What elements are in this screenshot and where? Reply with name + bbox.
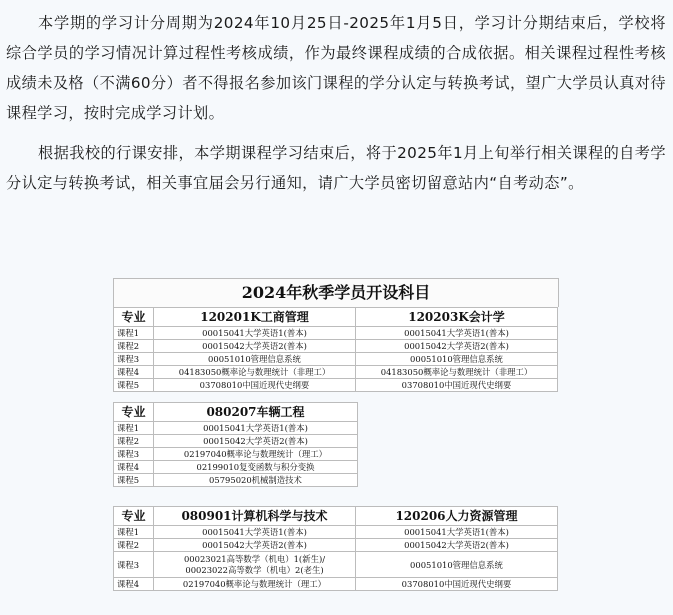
course-cell: 00051010管理信息系统 [356,353,558,366]
course-label: 课程3 [114,353,154,366]
paragraph-schedule-notice: 本学期的学习计分周期为2024年10月25日-2025年1月5日，学习计分期结束后，学校将综合学员的学习情况计算过程性考核成绩，作为最终课程成绩的合成依据。相关课程过程性考核成绩未及格（不满60分）者不得报名参加该门课程的学分认定与转换考试，望广大学员认真对待课程学习，按时完成学习计划。 [6,14,666,122]
course-cell: 00015041大学英语1(普本) [356,526,558,539]
course-cell: 05795020机械制造技术 [154,474,358,487]
course-cell: 00015041大学英语1(普本) [154,422,358,435]
table-row [114,526,558,539]
course-cell: 00051010管理信息系统 [356,552,558,578]
table-row [114,435,358,448]
table-row [114,474,358,487]
course-label: 课程1 [114,327,154,340]
course-label: 课程4 [114,366,154,379]
major-label: 专业 [114,403,154,422]
schedule-table-business-accounting [113,307,558,392]
course-cell: 04183050概率论与数理统计（非理工） [154,366,356,379]
major-label: 专业 [114,507,154,526]
schedule-title: 2024年秋季学员开设科目 [113,278,559,307]
course-cell-two-line [154,552,356,578]
course-cell: 00015041大学英语1(普本) [154,327,356,340]
course-cell: 04183050概率论与数理统计（非理工） [356,366,558,379]
course-cell: 00015042大学英语2(普本) [154,340,356,353]
course-cell: 03708010中国近现代史纲要 [356,379,558,392]
table-row [114,353,558,366]
course-label: 课程3 [114,448,154,461]
table-row [114,327,558,340]
course-cell: 00015041大学英语1(普本) [154,526,356,539]
table-row [114,340,558,353]
course-cell: 02199010复变函数与积分变换 [154,461,358,474]
table-header-row [114,507,558,526]
course-label: 课程4 [114,578,154,591]
course-label: 课程2 [114,435,154,448]
table-row [114,379,558,392]
table-header-row [114,403,358,422]
course-cell: 00015042大学英语2(普本) [356,539,558,552]
course-label: 课程2 [114,340,154,353]
course-cell: 00015042大学英语2(普本) [356,340,558,353]
course-cell: 02197040概率论与数理统计（理工） [154,448,358,461]
table-header-row [114,308,558,327]
table-row [114,366,558,379]
course-line: 00023021高等数学（机电）1(新生)/ [183,553,326,564]
course-cell: 02197040概率论与数理统计（理工） [154,578,356,591]
paragraph-exam-notice: 根据我校的行课安排，本学期课程学习结束后，将于2025年1月上旬举行相关课程的自考学分认定与转换考试，相关事宜届会另行通知，请广大学员密切留意站内“自考动态”。 [6,144,666,192]
course-label: 课程1 [114,422,154,435]
table-row [114,539,558,552]
course-cell: 00015042大学英语2(普本) [154,539,356,552]
course-label: 课程1 [114,526,154,539]
major-computer-science: 080901计算机科学与技术 [154,507,356,526]
course-label: 课程5 [114,379,154,392]
course-schedule-image [113,278,559,591]
course-cell: 00015042大学英语2(普本) [154,435,358,448]
course-label: 课程3 [114,552,154,578]
table-row [114,461,358,474]
course-label: 课程4 [114,461,154,474]
article-body [6,8,666,198]
table-row [114,578,558,591]
course-label: 课程5 [114,474,154,487]
course-line: 00023022高等数学（机电）2(老生) [185,564,324,575]
course-cell: 00051010管理信息系统 [154,353,356,366]
major-label: 专业 [114,308,154,327]
schedule-table-cs-hr [113,506,558,591]
major-vehicle-engineering: 080207车辆工程 [154,403,358,422]
course-label: 课程2 [114,539,154,552]
course-cell: 00015041大学英语1(普本) [356,327,558,340]
course-cell: 03708010中国近现代史纲要 [356,578,558,591]
table-row [114,422,358,435]
major-human-resources: 120206人力资源管理 [356,507,558,526]
major-accounting: 120203K会计学 [356,308,558,327]
major-business-admin: 120201K工商管理 [154,308,356,327]
table-row [114,448,358,461]
course-cell: 03708010中国近现代史纲要 [154,379,356,392]
table-row [114,552,558,578]
schedule-table-vehicle-engineering [113,402,358,487]
